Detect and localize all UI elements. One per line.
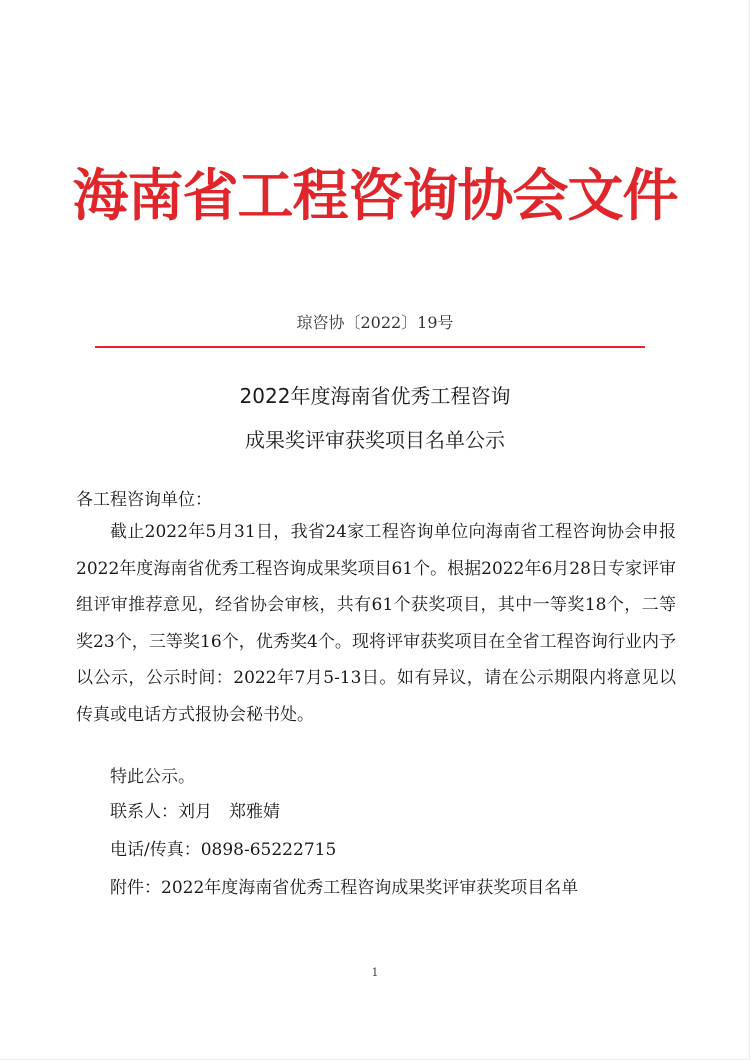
red-divider [95, 346, 645, 348]
contact-persons: 联系人：刘月 郑雅婧 [110, 802, 280, 822]
phone-fax: 电话/传真：0898-65222715 [110, 840, 337, 860]
notice-closing: 特此公示。 [110, 767, 195, 787]
notice-title-line-1: 2022年度海南省优秀工程咨询 [239, 384, 511, 408]
page-number: 1 [371, 966, 379, 979]
body-paragraph: 截止2022年5月31日，我省24家工程咨询单位向海南省工程咨询协会申报2022年度海南省优秀工程咨询成果奖项目61个。根据2022年6月28日专家评审组评审推荐意见，经省协会审核，共有61个获奖项目，其中一等奖18个，二等奖23个，三等奖16个，优秀奖4个。现将评审获奖项目在全省工程咨询行业内予以公示，公示时间：2022年7月5-13日。如有异议，请在公示期限内将意见以传真或电话方式报协会秘书处。 [76, 522, 676, 725]
salutation: 各工程咨询单位： [76, 490, 212, 510]
masthead-title: 海南省工程咨询协会文件 [72, 163, 678, 229]
notice-title-line-2: 成果奖评审获奖项目名单公示 [245, 428, 505, 452]
attachment-line: 附件：2022年度海南省优秀工程咨询成果奖评审获奖项目名单 [110, 878, 579, 898]
document-number: 琼咨协〔2022〕19号 [296, 313, 454, 332]
